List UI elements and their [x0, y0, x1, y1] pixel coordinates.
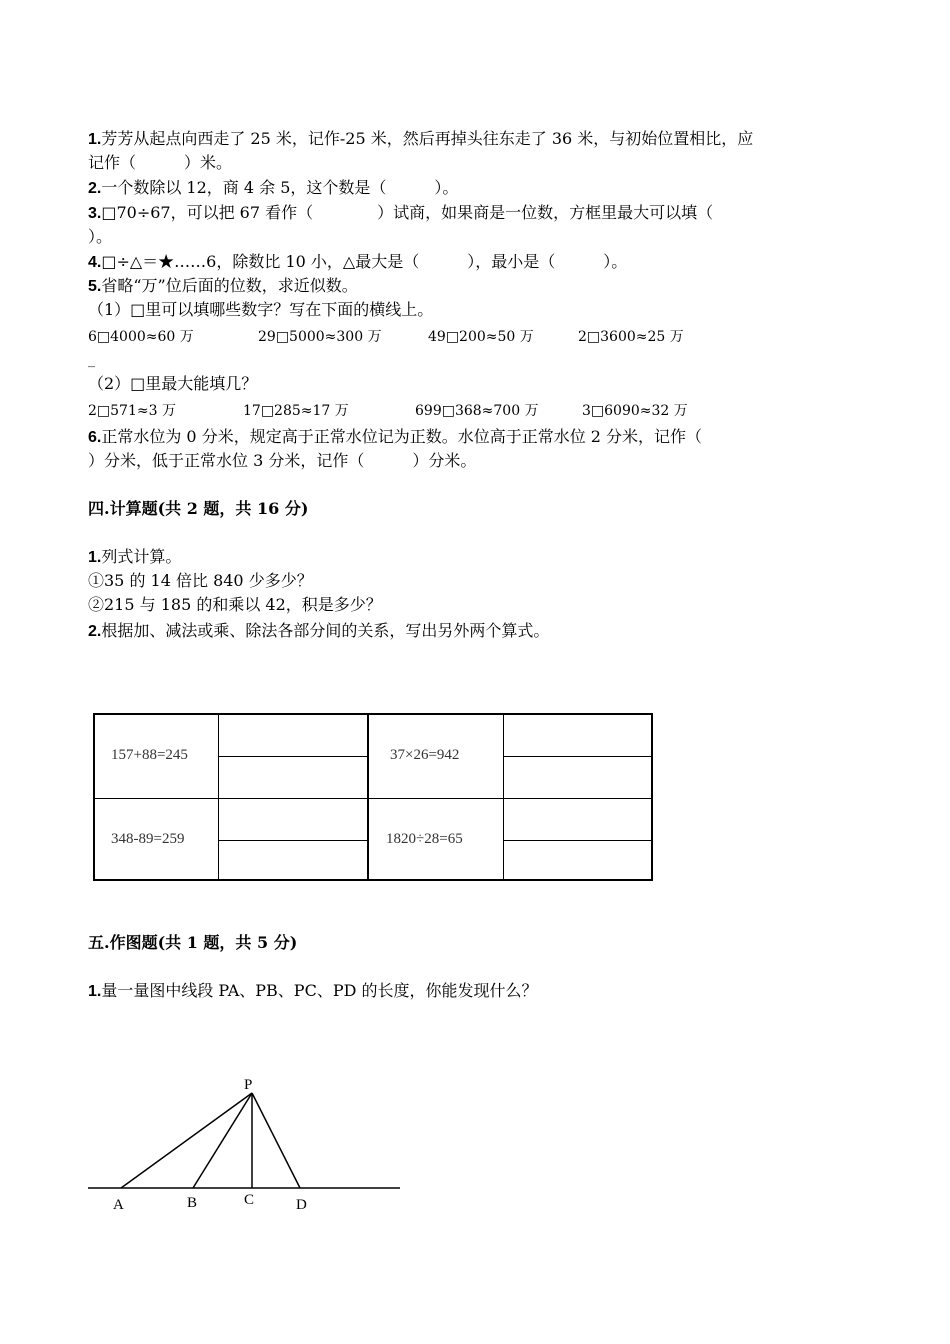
equation-cell: 157+88=245	[111, 747, 188, 763]
q5-row1-item: 2□3600≈25 万	[578, 329, 684, 345]
s4-q1-part-b: ②215 与 185 的和乘以 42，积是多少？	[88, 595, 382, 614]
equation-cell: 37×26=942	[390, 747, 460, 763]
equation-cell: 348-89=259	[111, 831, 185, 847]
table-divider	[367, 715, 369, 879]
question-text: 根据加、减法或乘、除法各部分间的关系，写出另外两个算式。	[101, 621, 550, 640]
q5-sub1: （1）□里可以填哪些数字？写在下面的横线上。	[88, 300, 434, 319]
q5-row2-item: 3□6090≈32 万	[582, 403, 688, 419]
point-label-c: C	[244, 1192, 255, 1208]
q5-row1-item: 29□5000≈300 万	[258, 329, 382, 345]
q5-sub2: （2）□里最大能填几？	[88, 374, 258, 393]
question-5	[88, 274, 358, 299]
s5-question-1	[88, 979, 538, 1004]
point-label-p: P	[244, 1077, 253, 1093]
question-number: 4.	[88, 254, 102, 271]
question-number: 3.	[88, 205, 102, 222]
question-text: 列式计算。	[101, 547, 182, 566]
answer-line[interactable]	[503, 756, 651, 757]
answer-line[interactable]	[218, 840, 367, 841]
question-1-cont: 记作（ ）米。	[88, 153, 233, 172]
question-number: 6.	[88, 429, 102, 446]
point-label-b: B	[187, 1195, 198, 1211]
q5-row2-item: 17□285≈17 万	[243, 403, 349, 419]
question-number: 1.	[88, 983, 102, 1000]
point-label-a: A	[113, 1197, 124, 1213]
table-divider	[218, 715, 219, 879]
q5-row2-item: 699□368≈700 万	[415, 403, 539, 419]
question-number: 5.	[88, 278, 102, 295]
q5-row2-item: 2□571≈3 万	[88, 403, 176, 419]
question-number: 1.	[88, 549, 102, 566]
s4-question-1	[88, 545, 181, 570]
question-text: □÷△＝★……6，除数比 10 小，△最大是（ ），最小是（ ）。	[101, 252, 628, 271]
geometry-diagram	[0, 1060, 420, 1230]
question-number: 2.	[88, 180, 102, 197]
table-divider	[503, 715, 504, 879]
question-text: □70÷67，可以把 67 看作（ ）试商，如果商是一位数，方框里最大可以填（	[101, 203, 714, 222]
answer-line[interactable]	[218, 756, 367, 757]
question-text: 芳芳从起点向西走了 25 米，记作-25 米，然后再掉头往东走了 36 米，与初始位置相比，应	[101, 129, 754, 148]
question-3-cont: ）。	[88, 227, 113, 246]
q5-row1-item: 6□4000≈60 万	[88, 329, 194, 345]
q5-row1-item: 49□200≈50 万	[428, 329, 534, 345]
answer-blank: _	[88, 352, 95, 368]
table-divider	[95, 798, 651, 799]
question-number: 1.	[88, 131, 102, 148]
question-number: 2.	[88, 623, 102, 640]
segment-pd	[252, 1093, 300, 1188]
question-3	[88, 201, 713, 226]
question-text: 量一量图中线段 PA、PB、PC、PD 的长度，你能发现什么？	[101, 981, 538, 1000]
question-6	[88, 425, 702, 450]
equation-cell: 1820÷28=65	[386, 831, 463, 847]
question-text: 正常水位为 0 分米，规定高于正常水位记为正数。水位高于正常水位 2 分米，记作（	[101, 427, 703, 446]
segment-pa	[121, 1093, 252, 1188]
answer-line[interactable]	[503, 840, 651, 841]
question-4	[88, 250, 627, 275]
section-4-heading: 四.计算题(共 2 题，共 16 分)	[88, 499, 309, 518]
question-6-cont: ）分米，低于正常水位 3 分米，记作（ ）分米。	[88, 451, 477, 470]
question-text: 一个数除以 12，商 4 余 5，这个数是（ ）。	[101, 178, 459, 197]
question-1	[88, 127, 753, 152]
s4-question-2	[88, 619, 549, 644]
question-text: 省略“万”位后面的位数，求近似数。	[101, 276, 358, 295]
section-5-heading: 五.作图题(共 1 题，共 5 分)	[88, 933, 298, 952]
segment-pb	[193, 1093, 252, 1188]
question-2	[88, 176, 458, 201]
equation-table	[93, 713, 653, 881]
point-label-d: D	[296, 1197, 307, 1213]
s4-q1-part-a: ①35 的 14 倍比 840 少多少？	[88, 571, 313, 590]
